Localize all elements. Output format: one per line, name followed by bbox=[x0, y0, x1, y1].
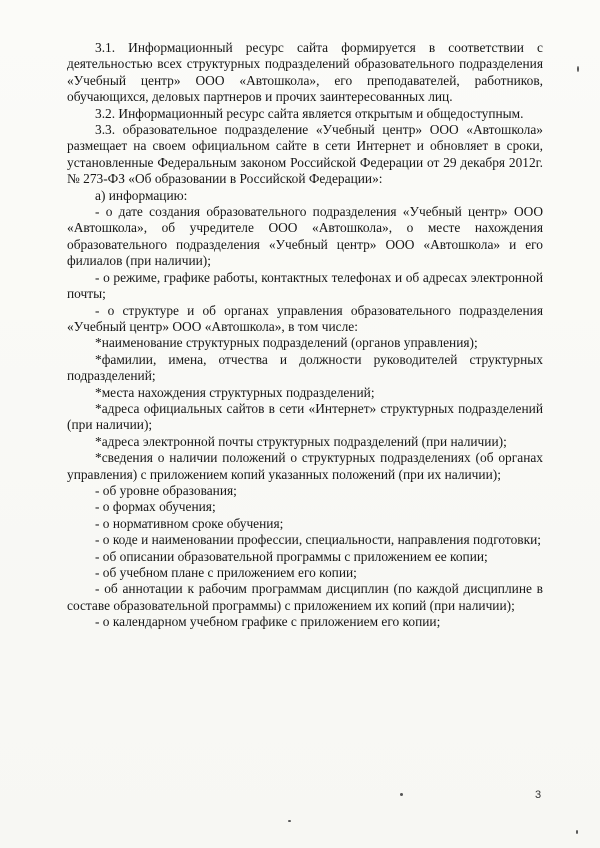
list-item: - об описании образовательной программы с приложением ее копии; bbox=[95, 548, 488, 564]
scan-speck bbox=[576, 830, 578, 834]
list-item: - о дате создания образовательного подразделения «Учебный центр» ООО «Автошкола», об учредителе ООО «Автошкола», о месте нахождения образовательного подразделения «Учебный центр» ООО «Автошкола» и его филиалов (при наличии); bbox=[67, 204, 543, 269]
list-item: - о формах обучения; bbox=[95, 499, 216, 515]
paragraph-3-2: 3.2. Информационный ресурс сайта является открытым и общедоступным. bbox=[95, 105, 524, 121]
scan-speck bbox=[288, 820, 291, 822]
scan-speck bbox=[577, 66, 579, 72]
list-item: - о коде и наименовании профессии, специальности, направления подготовки; bbox=[95, 532, 542, 548]
sub-list-item: *адреса электронной почты структурных подразделений (при наличии); bbox=[95, 433, 507, 449]
list-item: - о календарном учебном графике с приложением его копии; bbox=[95, 614, 441, 630]
sub-list-item: *фамилии, имена, отчества и должности руководителей структурных подразделений; bbox=[67, 351, 543, 384]
document-body bbox=[67, 40, 543, 631]
list-item: - о режиме, графике работы, контактных телефонах и об адресах электронной почты; bbox=[67, 269, 543, 302]
sub-list-item: *места нахождения структурных подразделений; bbox=[95, 384, 375, 400]
sub-list-item: *наименование структурных подразделений (органов управления); bbox=[95, 335, 478, 351]
list-item: - об учебном плане с приложением его копии; bbox=[95, 565, 357, 580]
list-item: - об уровне образования; bbox=[95, 482, 237, 498]
paragraph-3-1: 3.1. Информационный ресурс сайта формируется в соответствии с деятельностью всех структурных подразделений образовательного подразделения «Учебный центр» ООО «Автошкола», его преподавателей, работников, обучающихся, деловых партнеров и прочих заинтересованных лиц. bbox=[67, 40, 543, 105]
sub-list-item: *адреса официальных сайтов в сети «Интернет» структурных подразделений (при наличии); bbox=[67, 400, 543, 433]
list-item: - о нормативном сроке обучения; bbox=[95, 515, 284, 531]
paragraph-3-3: 3.3. образовательное подразделение «Учебный центр» ООО «Автошкола» размещает на своем официальном сайте в сети Интернет и обновляет в сроки, установленные Федеральным законом Российской Федерации от 29 декабря 2012г. № 273-ФЗ «Об образовании в Российской Федерации»: bbox=[67, 122, 543, 187]
page-number: 3 bbox=[535, 789, 542, 801]
sub-list-item: *сведения о наличии положений о структурных подразделениях (об органах управления) с приложением копий указанных положений (при их наличии); bbox=[67, 450, 543, 482]
list-heading-a: а) информацию: bbox=[95, 187, 188, 203]
list-item: - об аннотации к рабочим программам дисциплин (по каждой дисциплине в составе образовательной программы) с приложением их копий (при наличии); bbox=[67, 581, 543, 613]
list-item: - о структуре и об органах управления образовательного подразделения «Учебный центр» ООО «Автошкола», в том числе: bbox=[67, 302, 543, 334]
scan-speck bbox=[400, 793, 403, 796]
